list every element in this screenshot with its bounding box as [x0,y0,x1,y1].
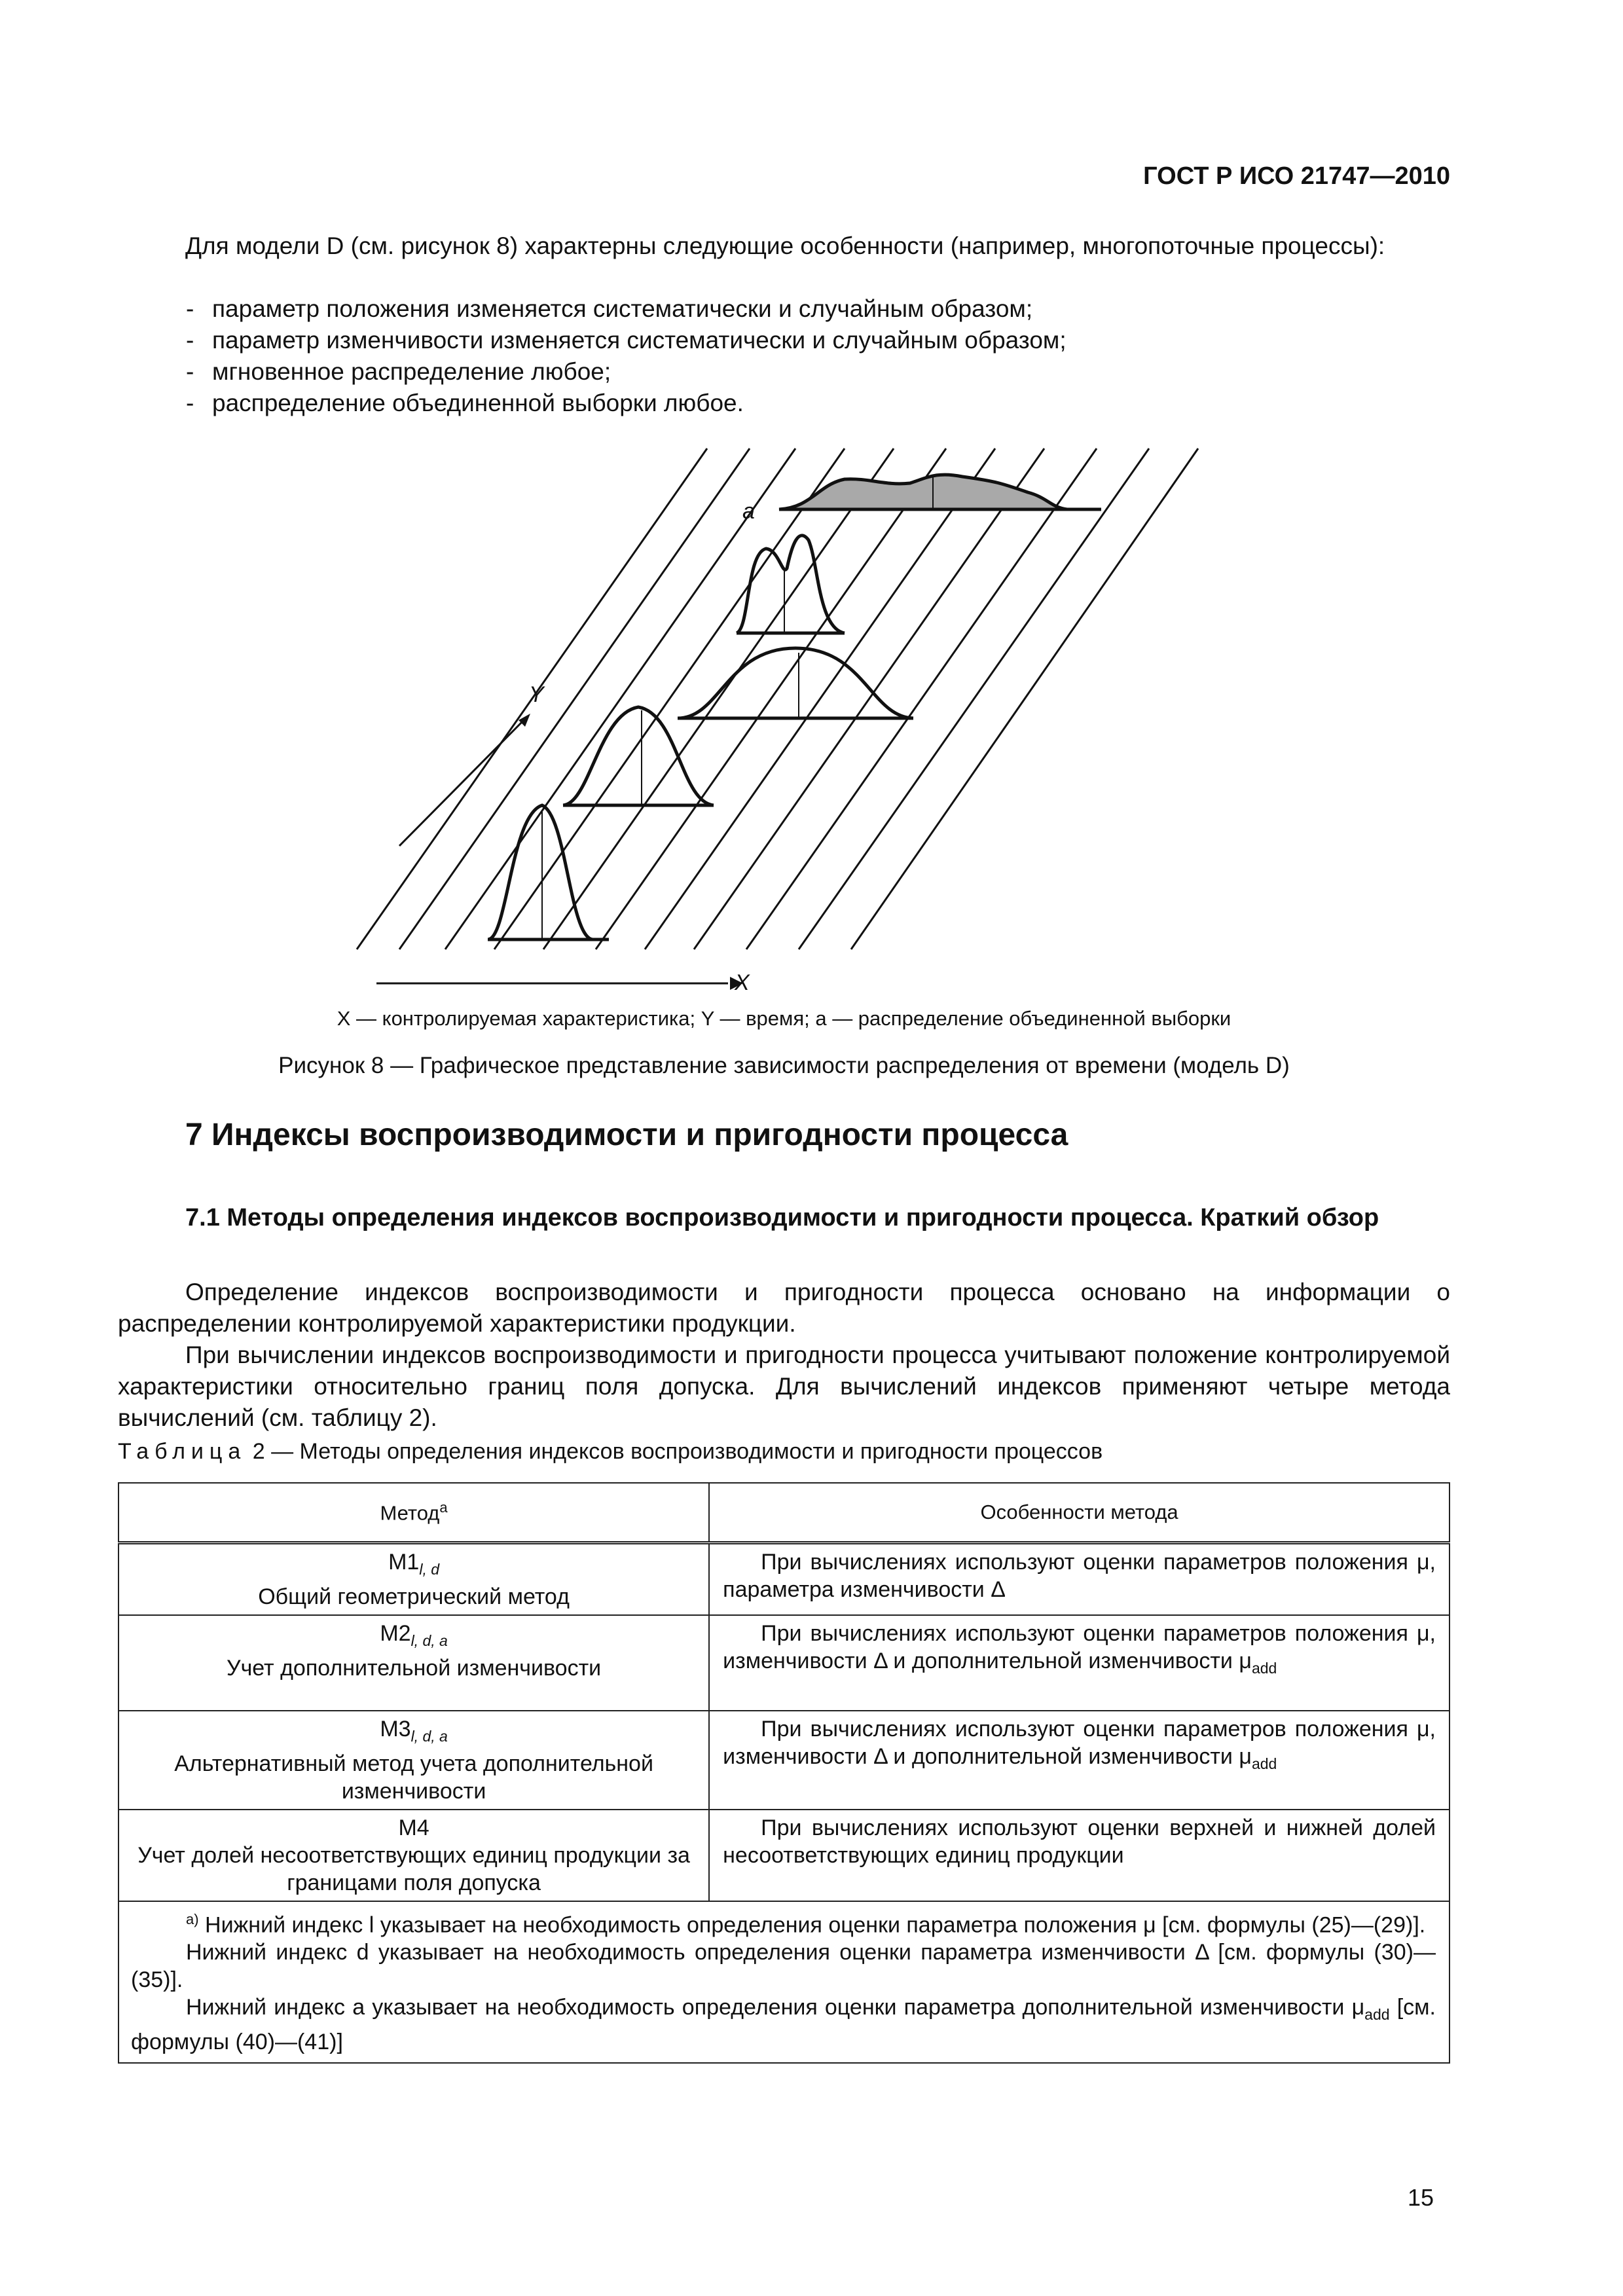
list-item: - параметр изменчивости изменяется систематически и случайным образом; [186,327,1067,354]
table-row: $M1_{l, d}$ Общий геометрический метод При вычислениях используют оценки параметров положения μ, параметра изменчивости Δ [119,1543,1450,1615]
section-heading: 7 Индексы воспроизводимости и пригодности процесса [185,1118,1068,1152]
column-header-features: Особенности метода [709,1483,1450,1543]
list-item: - параметр положения изменяется систематически и случайным образом; [186,295,1033,322]
table-footnote-row [119,1901,1450,2063]
methods-table [118,1482,1450,2064]
table-header-row [119,1483,1450,1543]
y-axis-label: Y [529,682,544,707]
paragraph-1: Определение индексов воспроизводимости и пригодности процесса основано на информации о распределении контролируемой характеристики продукции. [118,1279,1450,1337]
subsection-heading: 7.1 Методы определения индексов воспроизводимости и пригодности процесса. Краткий обзор [185,1204,1379,1231]
document-header: ГОСТ Р ИСО 21747—2010 [1143,162,1450,190]
list-item: - распределение объединенной выборки любое. [186,390,744,416]
intro-paragraph: Для модели D (см. рисунок 8) характерны следующие особенности (например, многопоточные процессы): [185,232,1385,259]
figure-legend: X — контролируемая характеристика; Y — время; a — распределение объединенной выборки [337,1007,1231,1030]
paragraph-2: При вычислении индексов воспроизводимости и пригодности процесса учитывают положение контролируемой характеристики относительно границ поля допуска. Для вычислений индексов применяют четыре метода вычислений (см. таблицу 2). [118,1341,1450,1431]
table-row: $M2_{l, d, a}$ Учет дополнительной изменчивости При вычислениях используют оценки параметров положения μ, изменчивости Δ и дополнительной изменчивости $\mu_{add}$ [119,1615,1450,1711]
bullet-list [118,293,1453,419]
table-row: $M3_{l, d, a}$ Альтернативный метод учета дополнительной изменчивости При вычислениях используют оценки параметров положения μ, изменчивости Δ и дополнительной изменчивости $\mu_{add}$ [119,1711,1450,1810]
column-header-method: Метод$^a$ [119,1483,709,1543]
table-footnote: $^{а)}$ Нижний индекс l указывает на необходимость определения оценки параметра положения μ [см. формулы (25)—(29)]. Нижний индекс d указывает на необходимость определения оценки параметра изменчивости Δ [см. формулы (30)—(35)]. Нижний индекс a указывает на необходимость определения оценки параметра дополнительной изменчивости $\mu_{add}$ [см. формулы (40)—(41)] [119,1901,1450,2063]
pooled-distribution-label: a [742,499,755,524]
list-item: - мгновенное распределение любое; [186,358,611,385]
diagonal-lines [357,448,1198,949]
distribution-curve-4 [737,536,845,633]
x-axis-label: X [735,970,750,995]
table-caption: Таблица 2 — Методы определения индексов воспроизводимости и пригодности процессов [118,1439,1103,1464]
figure-caption: Рисунок 8 — Графическое представление зависимости распределения от времени (модель D) [278,1053,1290,1078]
distribution-curve-2 [563,707,714,805]
y-axis-line [399,720,524,846]
figure-distribution-diagram [347,432,1218,1008]
table-row: M4 Учет долей несоответствующих единиц продукции за границами поля допуска При вычислениях используют оценки верхней и нижней долей несоответствующих единиц продукции [119,1810,1450,1901]
page-number: 15 [1408,2184,1434,2211]
